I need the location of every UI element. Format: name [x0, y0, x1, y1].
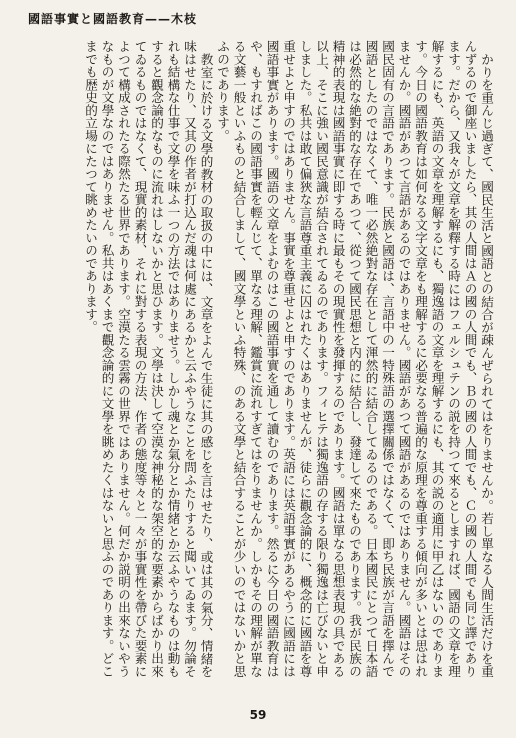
- page-number: 59: [249, 708, 267, 722]
- paragraph: かりを重んじ過ぎて、國民生活と國語との結合が疎んぜられてはをりませんか。若し單なる人間生活だけを重んずるので御座いましたら、其の人間はＡの國の人間でも、Ｂの國の人間でも、Ｃの國の人間でも同じ譯であります。だから、又我々が文章を解釋する時にはフェルシュテンの説を持つて來るとしますれば、國語の文章を理解するにも、英語の文章を理解するにも、獨逸語の文章を理解するにも、其の説の適用に甲乙はないのであります。今日の國語教育は如何なる文字文章をも理解するに必要なる普遍的な原理を尊重する傾向が多いとは思はれませんか。國語があつて言語があるのではありません。國語があつて國語があるのではありません。國語はその國民固有の言語であります。民族と國語は、言語中の一特殊語の選擇關係ではなくて、即ち民族が言語を擇んで國語としたのではなくて、唯一必然絶對な存在として渾然的に結合してゐるのである。日本國民にとつて日本語は必然的な絶對的な存在であつて、從つて國民思想と内的に結合し、發達して來たものであります。我が民族の精神的表現は國語事實に即する時に最もその現實性を發揮するのであります。國語は單なる思想表現の具である以上、そこに強い國民意識が結合されてゐるのであります。フィヒテは獨逸語の存する限り獨逸は亡びないと申しました。私共は敢て偏狹な言語尊重主義に囚はれたくはありませんが、徒らに觀念論的に、概念的に國語を尊重せよと申すのではありません。事實を尊重せよと申すのであります。英語には英語事實があるやうに國語には國語事實があります。國語の文章をよむのはこの國語事實を通して讀むのであります。然るに今日の國語教育はや、もすればこの國語事實を輕んじて、單なる理解、鑑賞に流れすぎてはをりませんか。しかもその理解が單なる文藝一般といふものと結合しまして、國文學といふ特殊、のある文學と結合することが少いのではないかと思ふのであります。: [215, 40, 494, 678]
- vertical-body-text: [26, 40, 494, 686]
- running-head: 國語事實と國語教育——木枝: [28, 12, 198, 26]
- paragraph: 教室に於ける文學的教材の取扱の中には、文章をよんで生徒に其の感じを言はせたり、或は其の氣分、情緒を味はせたり、又其の作者が打込んだ魂は何處にあるかと云ふやうなことを問ふたりすると聞いてゐます。勿論それも結構な仕事で文學を味ふ一つの方法ではありませう。しかし魂とか氣分とか情緒とか云ふやうなものは動もすると觀念論的なものに流れはしないかと思ひます。文學は決して空漠な神秘的な架空的な要素からばかり出來てゐるものではなくて、現實的素材、それに對する表現の方法、作者の態度等々と一々が事實性を帶びた要素によつて構成されたる際然たる世界であります。空漠たる雲霧の世界ではありません。何だか説明の出來ないやうなものが文學なのではありません。私共はあくまで觀念論的に文學を眺めたくはないと思ふのであります。どこまでも歴史的立場にたつて眺めたいのであります。: [83, 40, 214, 678]
